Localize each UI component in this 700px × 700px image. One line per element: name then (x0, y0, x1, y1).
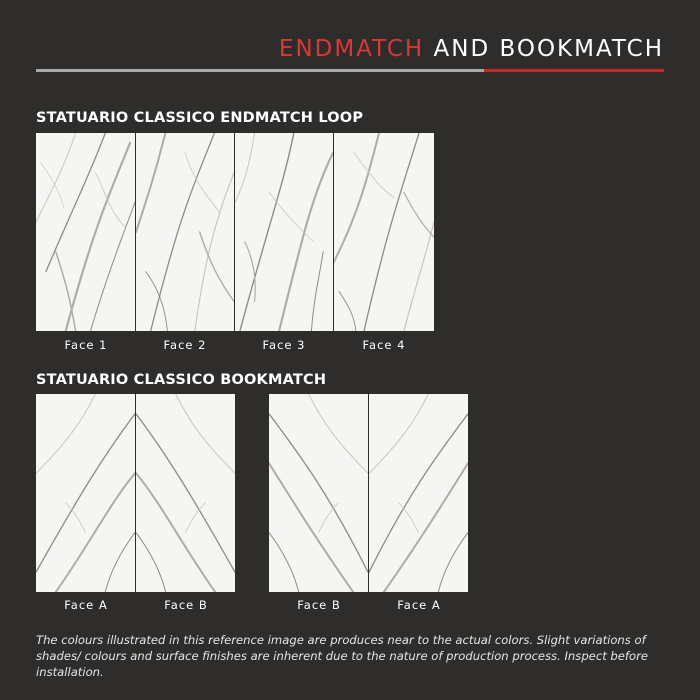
marble-pattern (369, 394, 468, 592)
header-rule-red (484, 69, 664, 72)
marble-pattern (136, 133, 234, 331)
bookmatch-heading: STATUARIO CLASSICO BOOKMATCH (36, 372, 327, 388)
marble-pattern (269, 394, 368, 592)
marble-pattern (235, 133, 333, 331)
bookmatch-pair1-label-2: Face B (164, 598, 208, 612)
page-title (279, 36, 664, 62)
bookmatch-pair2-label-1: Face B (297, 598, 341, 612)
title-rest: AND BOOKMATCH (433, 36, 664, 62)
marble-pattern (36, 394, 135, 592)
marble-pattern (36, 133, 135, 331)
endmatch-slab-3 (235, 133, 333, 331)
bookmatch-slab-1b (136, 394, 235, 592)
bookmatch-pair1-label-1: Face A (64, 598, 108, 612)
endmatch-slab-4 (334, 133, 434, 331)
endmatch-slab-2 (136, 133, 234, 331)
endmatch-slab-1 (36, 133, 135, 331)
title-accent: ENDMATCH (278, 36, 425, 62)
disclaimer-text: The colours illustrated in this reference image are produces near to the actual colors. Slight variations of shades/ colours and surface finishes are inherent due to the nature of production process. Inspect before installation. (36, 633, 648, 679)
bookmatch-slab-1a (36, 394, 135, 592)
bookmatch-slab-2b (269, 394, 368, 592)
header-rule-grey (36, 69, 484, 72)
marble-pattern (334, 133, 434, 331)
endmatch-face-label-2: Face 2 (163, 338, 207, 352)
marble-pattern (136, 394, 235, 592)
endmatch-face-label-1: Face 1 (64, 338, 108, 352)
bookmatch-slab-2a (369, 394, 468, 592)
endmatch-face-label-4: Face 4 (362, 338, 406, 352)
endmatch-face-label-3: Face 3 (262, 338, 306, 352)
bookmatch-pair2-label-2: Face A (397, 598, 441, 612)
endmatch-heading: STATUARIO CLASSICO ENDMATCH LOOP (36, 110, 364, 126)
